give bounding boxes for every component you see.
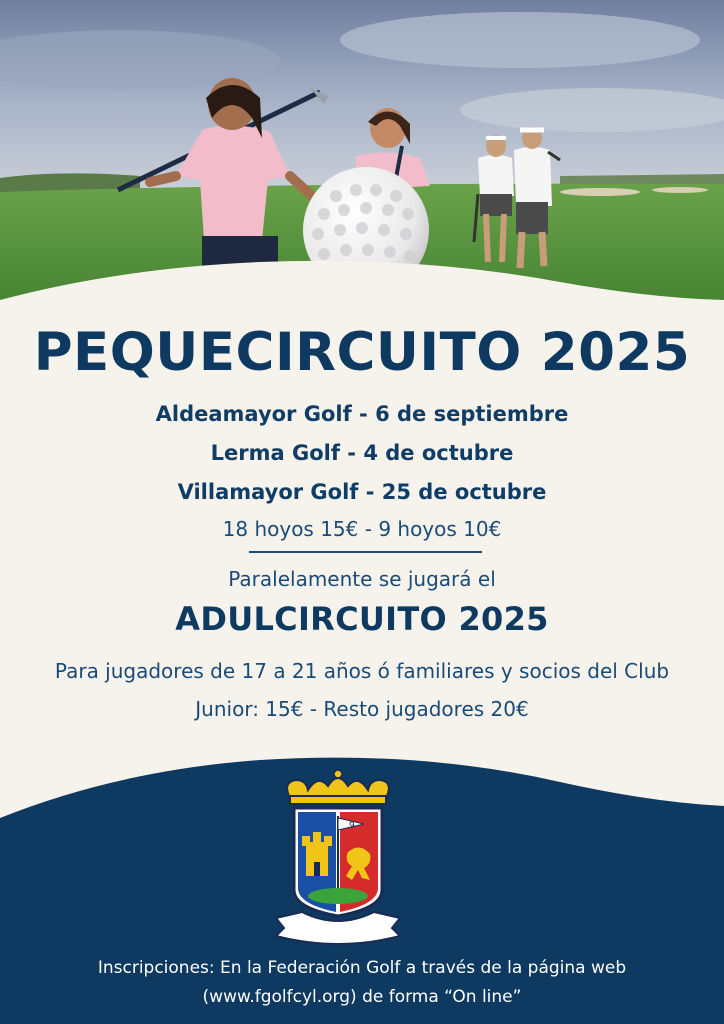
junior-price-text: Junior: 15€ - Resto jugadores 20€	[195, 697, 529, 721]
price-text: 18 hoyos 15€ - 9 hoyos 10€	[222, 517, 502, 541]
footer-registration-text: Inscripciones: En la Federación Golf a través de la página web	[97, 958, 627, 978]
venue-villamayor: Villamayor Golf - 25 de octubre	[177, 480, 547, 504]
subtitle: ADULCIRCUITO 2025	[175, 600, 549, 638]
divider	[249, 551, 482, 553]
venue-aldeamayor: Aldeamayor Golf - 6 de septiembre	[155, 402, 569, 426]
federation-crest-logo	[272, 768, 404, 948]
venue-lerma: Lerma Golf - 4 de octubre	[210, 441, 514, 465]
players-text: Para jugadores de 17 a 21 años ó familiares y socios del Club	[54, 659, 670, 683]
parallel-text: Paralelamente se jugará el	[228, 567, 496, 591]
hero-photo	[0, 0, 724, 330]
footer-website-text: (www.fgolfcyl.org) de forma “On line”	[202, 987, 522, 1007]
crest-flag-number: 9	[349, 821, 355, 831]
page-title: PEQUECIRCUITO 2025	[33, 322, 691, 383]
